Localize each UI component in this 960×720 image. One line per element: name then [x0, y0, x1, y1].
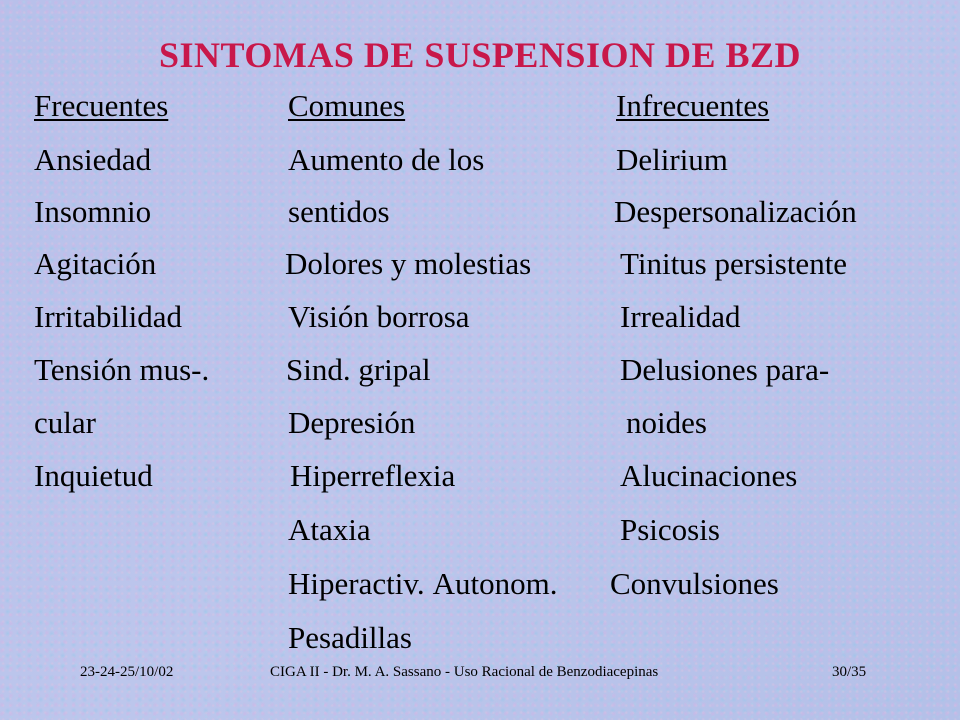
list-item: Delusiones para-: [620, 352, 830, 387]
list-item: cular: [34, 405, 96, 440]
page-number: 30/35: [832, 664, 867, 680]
list-item: Delirium: [616, 142, 728, 177]
header-comunes: Comunes: [288, 88, 406, 123]
footer-credit: CIGA II - Dr. M. A. Sassano - Uso Racional de Benzodiacepinas: [270, 664, 659, 680]
list-item: Aumento de los: [288, 142, 485, 177]
list-item: Ataxia: [288, 512, 371, 547]
list-item: sentidos: [288, 194, 390, 229]
list-item: Ansiedad: [34, 142, 152, 177]
list-item: Insomnio: [34, 194, 152, 229]
header-frecuentes: Frecuentes: [34, 88, 169, 123]
list-item: Sind. gripal: [286, 352, 431, 387]
list-item: Agitación: [34, 246, 157, 281]
list-item: Tensión mus-.: [34, 352, 210, 387]
footer-date: 23-24-25/10/02: [80, 664, 174, 680]
list-item: Tinitus persistente: [620, 246, 848, 281]
header-infrecuentes: Infrecuentes: [616, 88, 770, 123]
list-item: Psicosis: [620, 512, 720, 547]
list-item: Irritabilidad: [34, 299, 183, 334]
list-item: noides: [626, 405, 707, 440]
list-item: Alucinaciones: [620, 458, 798, 493]
slide-title: SINTOMAS DE SUSPENSION DE BZD: [158, 35, 801, 75]
list-item: Hiperactiv. Autonom.: [288, 566, 558, 601]
list-item: Visión borrosa: [288, 299, 470, 334]
list-item: Hiperreflexia: [290, 458, 456, 493]
list-item: Despersonalización: [614, 194, 857, 229]
list-item: Inquietud: [34, 458, 153, 493]
list-item: Pesadillas: [288, 620, 412, 655]
list-item: Depresión: [288, 405, 416, 440]
list-item: Convulsiones: [610, 566, 779, 601]
list-item: Irrealidad: [620, 299, 741, 334]
list-item: Dolores y molestias: [285, 246, 532, 281]
